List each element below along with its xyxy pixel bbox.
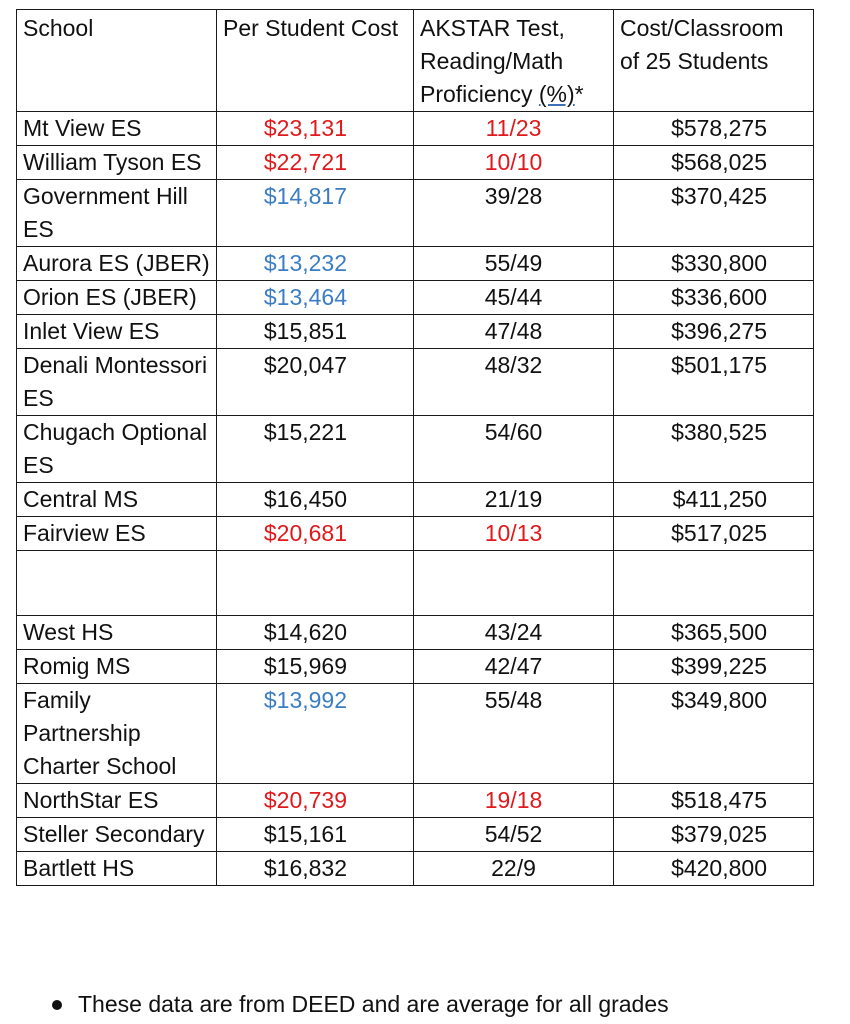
proficiency-cell: 54/52 bbox=[414, 818, 614, 852]
school-cell: West HS bbox=[17, 616, 217, 650]
header-per-student-cost: Per Student Cost bbox=[217, 10, 414, 112]
table-row bbox=[17, 281, 814, 315]
proficiency-cell: 22/9 bbox=[414, 852, 614, 886]
per-student-cost-cell: $13,992 bbox=[217, 684, 414, 784]
table-row bbox=[17, 349, 814, 416]
proficiency-cell: 10/10 bbox=[414, 146, 614, 180]
school-cell: NorthStar ES bbox=[17, 784, 217, 818]
footnote bbox=[52, 988, 669, 1021]
proficiency-cell: 39/28 bbox=[414, 180, 614, 247]
school-cell: Chugach Optional ES bbox=[17, 416, 217, 483]
table-header-row bbox=[17, 10, 814, 112]
table-row-spacer bbox=[17, 551, 814, 616]
empty-cell bbox=[17, 551, 217, 616]
table-row bbox=[17, 852, 814, 886]
proficiency-cell: 21/19 bbox=[414, 483, 614, 517]
school-cell: Inlet View ES bbox=[17, 315, 217, 349]
per-student-cost-cell: $14,620 bbox=[217, 616, 414, 650]
header-test-line1: AKSTAR Test, bbox=[420, 15, 565, 41]
classroom-cost-cell: $568,025 bbox=[614, 146, 814, 180]
proficiency-cell: 54/60 bbox=[414, 416, 614, 483]
header-classroom-cost: Cost/Classroom of 25 Students bbox=[614, 10, 814, 112]
classroom-cost-cell: $349,800 bbox=[614, 684, 814, 784]
school-cell: Aurora ES (JBER) bbox=[17, 247, 217, 281]
per-student-cost-cell: $15,851 bbox=[217, 315, 414, 349]
table-row bbox=[17, 616, 814, 650]
proficiency-cell: 11/23 bbox=[414, 112, 614, 146]
table-row bbox=[17, 247, 814, 281]
per-student-cost-cell: $20,739 bbox=[217, 784, 414, 818]
table-row bbox=[17, 112, 814, 146]
per-student-cost-cell: $22,721 bbox=[217, 146, 414, 180]
footnote-text: These data are from DEED and are average for all grades bbox=[78, 991, 669, 1017]
header-akstar-test bbox=[414, 10, 614, 112]
table-row bbox=[17, 146, 814, 180]
proficiency-cell: 55/49 bbox=[414, 247, 614, 281]
classroom-cost-cell: $396,275 bbox=[614, 315, 814, 349]
classroom-cost-cell: $517,025 bbox=[614, 517, 814, 551]
school-cell: Government Hill ES bbox=[17, 180, 217, 247]
table-row bbox=[17, 180, 814, 247]
table-row bbox=[17, 818, 814, 852]
per-student-cost-cell: $16,450 bbox=[217, 483, 414, 517]
classroom-cost-cell: $578,275 bbox=[614, 112, 814, 146]
classroom-cost-cell: $379,025 bbox=[614, 818, 814, 852]
per-student-cost-cell: $23,131 bbox=[217, 112, 414, 146]
school-cell: William Tyson ES bbox=[17, 146, 217, 180]
proficiency-cell: 43/24 bbox=[414, 616, 614, 650]
per-student-cost-cell: $13,464 bbox=[217, 281, 414, 315]
classroom-cost-cell: $380,525 bbox=[614, 416, 814, 483]
proficiency-cell: 47/48 bbox=[414, 315, 614, 349]
header-school: School bbox=[17, 10, 217, 112]
per-student-cost-cell: $15,221 bbox=[217, 416, 414, 483]
empty-cell bbox=[614, 551, 814, 616]
per-student-cost-cell: $20,681 bbox=[217, 517, 414, 551]
classroom-cost-cell: $501,175 bbox=[614, 349, 814, 416]
school-cell: Denali Montessori ES bbox=[17, 349, 217, 416]
school-cell: Family Partnership Charter School bbox=[17, 684, 217, 784]
per-student-cost-cell: $15,161 bbox=[217, 818, 414, 852]
empty-cell bbox=[414, 551, 614, 616]
classroom-cost-cell: $370,425 bbox=[614, 180, 814, 247]
table-row bbox=[17, 416, 814, 483]
per-student-cost-cell: $15,969 bbox=[217, 650, 414, 684]
school-cell: Romig MS bbox=[17, 650, 217, 684]
classroom-cost-cell: $411,250 bbox=[614, 483, 814, 517]
per-student-cost-cell: $20,047 bbox=[217, 349, 414, 416]
proficiency-cell: 10/13 bbox=[414, 517, 614, 551]
classroom-cost-cell: $420,800 bbox=[614, 852, 814, 886]
proficiency-cell: 42/47 bbox=[414, 650, 614, 684]
table-row bbox=[17, 483, 814, 517]
classroom-cost-cell: $336,600 bbox=[614, 281, 814, 315]
table-row bbox=[17, 650, 814, 684]
header-test-line3 bbox=[420, 78, 607, 111]
school-cell: Bartlett HS bbox=[17, 852, 217, 886]
classroom-cost-cell: $365,500 bbox=[614, 616, 814, 650]
per-student-cost-cell: $13,232 bbox=[217, 247, 414, 281]
school-cell: Fairview ES bbox=[17, 517, 217, 551]
data-table-container bbox=[16, 9, 813, 886]
table-row bbox=[17, 517, 814, 551]
school-cell: Central MS bbox=[17, 483, 217, 517]
proficiency-cell: 19/18 bbox=[414, 784, 614, 818]
empty-cell bbox=[217, 551, 414, 616]
classroom-cost-cell: $399,225 bbox=[614, 650, 814, 684]
header-test-prefix: Proficiency bbox=[420, 81, 539, 107]
proficiency-cell: 45/44 bbox=[414, 281, 614, 315]
school-cell: Mt View ES bbox=[17, 112, 217, 146]
proficiency-cell: 55/48 bbox=[414, 684, 614, 784]
table-row bbox=[17, 684, 814, 784]
bullet-icon bbox=[52, 1000, 62, 1010]
header-test-line2: Reading/Math bbox=[420, 48, 564, 74]
school-cell: Orion ES (JBER) bbox=[17, 281, 217, 315]
classroom-cost-cell: $330,800 bbox=[614, 247, 814, 281]
classroom-cost-cell: $518,475 bbox=[614, 784, 814, 818]
table-body bbox=[17, 112, 814, 886]
table-row bbox=[17, 784, 814, 818]
percent-link[interactable]: (%) bbox=[538, 81, 575, 107]
school-cell: Steller Secondary bbox=[17, 818, 217, 852]
per-student-cost-cell: $14,817 bbox=[217, 180, 414, 247]
per-student-cost-cell: $16,832 bbox=[217, 852, 414, 886]
proficiency-cell: 48/32 bbox=[414, 349, 614, 416]
table-row bbox=[17, 315, 814, 349]
header-test-suffix: * bbox=[574, 81, 584, 107]
school-cost-table bbox=[16, 9, 814, 886]
